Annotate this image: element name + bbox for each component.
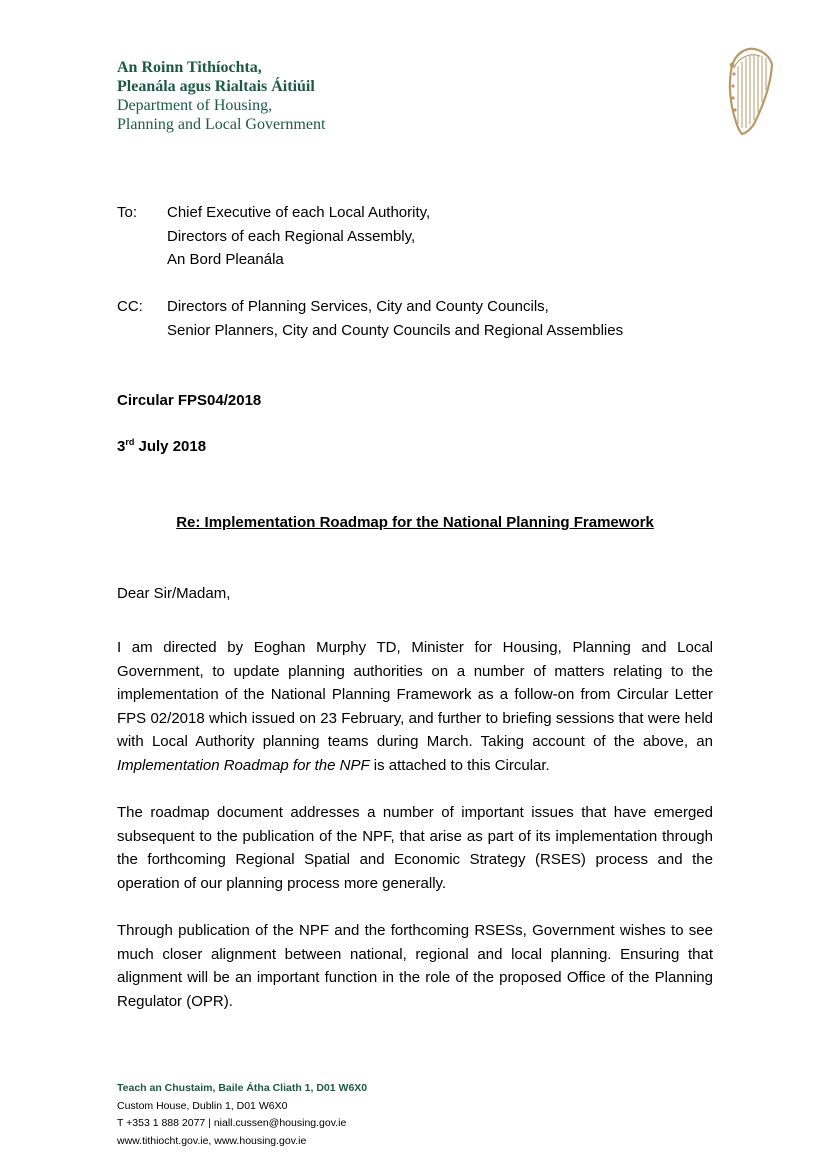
date-suffix: rd [125, 437, 135, 447]
cc-line: Senior Planners, City and County Councils and Regional Assemblies [167, 321, 624, 339]
footer-websites: www.tithiocht.gov.ie, www.housing.gov.ie [117, 1134, 307, 1147]
cc-line: Directors of Planning Services, City and County Councils, [167, 298, 549, 315]
paragraph-1-start: I am directed by Eoghan Murphy TD, Minister for Housing, Planning and Local Government, to update planning authorities on a number of matters relating to the implementation of the National Planning Framework as a follow-on from Circular Letter FPS 02/2018 which issued on 23 February, and further to briefing sessions that were held with Local Authority planning teams during March. Taking account of the above, an [117, 639, 713, 750]
paragraph-1-italic: Implementation Roadmap for the NPF [117, 756, 370, 774]
cc-label: CC: [117, 298, 143, 315]
letter-date [117, 438, 206, 455]
paragraph-3: Through publication of the NPF and the forthcoming RSESs, Government wishes to see much closer alignment between national, regional and local planning. Ensuring that alignment will be an important function in the role of the proposed Office of the Planning Regulator (OPR). [117, 922, 713, 1010]
department-header [117, 58, 325, 134]
cc-lines [167, 295, 623, 342]
date-rest: July 2018 [134, 438, 207, 455]
department-name-english-line1: Department of Housing, [117, 97, 273, 114]
paragraph-1 [117, 636, 713, 777]
date-day: 3 [117, 438, 126, 455]
footer-irish-address: Teach an Chustaim, Baile Átha Cliath 1, D01 W6X0 [117, 1082, 368, 1094]
to-label: To: [117, 204, 138, 221]
footer-contact: T +353 1 888 2077 | niall.cussen@housing.gov.ie [117, 1117, 347, 1129]
department-name-irish-line1: An Roinn Tithíochta, [117, 59, 262, 76]
to-line: Directors of each Regional Assembly, [167, 227, 416, 245]
letter-footer [117, 1080, 367, 1150]
footer-english-address: Custom House, Dublin 1, D01 W6X0 [117, 1099, 288, 1112]
circular-reference: Circular FPS04/2018 [117, 392, 262, 409]
salutation: Dear Sir/Madam, [117, 585, 231, 602]
department-name-irish-line2: Pleanála agus Rialtais Áitiúil [117, 78, 315, 95]
to-lines [167, 201, 430, 272]
department-name-english-line2: Planning and Local Government [117, 116, 326, 133]
subject-line: Re: Implementation Roadmap for the National Planning Framework [176, 514, 654, 531]
harp-icon [722, 44, 774, 136]
paragraph-1-end: is attached to this Circular. [369, 756, 550, 774]
to-line: An Bord Pleanála [167, 251, 284, 268]
to-line: Chief Executive of each Local Authority, [167, 204, 431, 221]
paragraph-2: The roadmap document addresses a number of important issues that have emerged subsequent to the publication of the NPF, that arise as part of its implementation through the forthcoming Regional Spatial and Economic Strategy (RSES) process and the operation of our planning process more generally. [117, 804, 713, 892]
